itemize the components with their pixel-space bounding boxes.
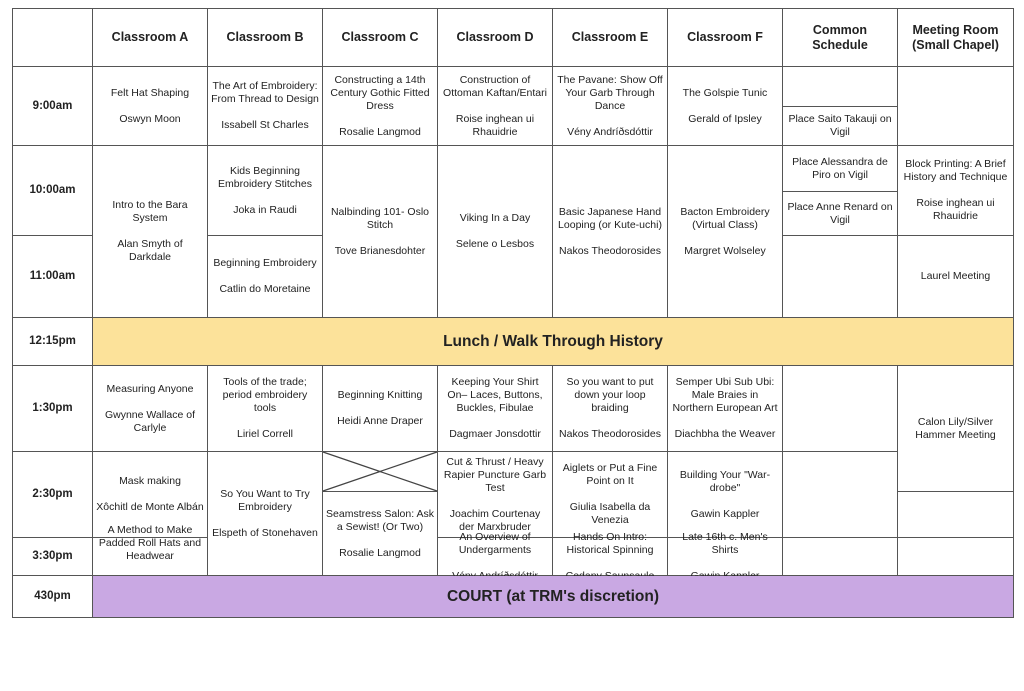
session-instructor: Gawin Kappler — [690, 507, 760, 520]
session-cell — [898, 366, 1014, 492]
session-title: Hands On Intro: Historical Spinning — [566, 530, 654, 556]
session-cell — [208, 452, 323, 576]
session-instructor: Xôchitl de Monte Albán — [96, 501, 204, 513]
session-title: Laurel Meeting — [920, 270, 991, 282]
session-cell — [323, 67, 438, 146]
session-instructor: Roise inghean ui Rhauidrie — [455, 112, 535, 138]
header-classroom-d: Classroom D — [438, 9, 553, 67]
session-title: Felt Hat Shaping — [110, 86, 190, 99]
session-instructor: Gerald of Ipsley — [688, 112, 762, 125]
time-label: 3:30pm — [13, 538, 93, 576]
session-cell — [438, 146, 553, 318]
session-title: Intro to the Bara System — [112, 199, 188, 224]
corner-cell — [13, 9, 93, 67]
session-title: An Overview of Undergarments — [458, 530, 532, 556]
empty-cell — [783, 538, 898, 576]
session-title: Viking In a Day — [459, 212, 531, 224]
session-cell — [668, 530, 783, 576]
empty-cell — [783, 236, 898, 318]
schedule-grid — [12, 8, 1014, 618]
session-cell — [93, 366, 208, 452]
session-cell — [553, 146, 668, 318]
session-title: The Art of Embroidery: From Thread to Design — [211, 80, 319, 105]
session-title: Building Your "War-drobe" — [679, 468, 771, 494]
session-instructor: Rosalie Langmod — [339, 125, 421, 138]
session-title: The Pavane: Show Off Your Garb Through Dance — [557, 73, 663, 112]
session-title: Beginning Embroidery — [213, 257, 317, 269]
time-label: 12:15pm — [13, 318, 93, 366]
time-label: 10:00am — [13, 146, 93, 236]
session-cell — [898, 146, 1014, 236]
session-title: So You Want to Try Embroidery — [220, 487, 310, 513]
session-cell — [438, 452, 553, 538]
time-label: 9:00am — [13, 67, 93, 146]
time-label: 2:30pm — [13, 452, 93, 538]
session-title: Place Saito Takauji on Vigil — [788, 113, 892, 138]
empty-cell — [783, 67, 898, 107]
header-meeting-room: Meeting Room (Small Chapel) — [898, 9, 1014, 67]
session-title: So you want to put down your loop braiding — [566, 376, 654, 414]
session-instructor: Oswyn Moon — [119, 112, 181, 125]
session-instructor: Nakos Theodorosides — [559, 428, 661, 440]
session-instructor: Gwynne Wallace of Carlyle — [104, 408, 196, 434]
session-instructor: Selene o Lesbos — [455, 238, 535, 250]
session-title: Place Anne Renard on Vigil — [787, 200, 893, 226]
session-instructor: Alan Smyth of Darkdale — [117, 238, 183, 263]
lunch-banner: Lunch / Walk Through History — [93, 318, 1014, 366]
session-cell — [93, 524, 208, 576]
session-title: Seamstress Salon: Ask a Sewist! (Or Two) — [326, 507, 434, 533]
session-title: Nalbinding 101- Oslo Stitch — [330, 205, 430, 231]
session-title: Aiglets or Put a Fine Point on It — [562, 462, 658, 487]
empty-cell — [898, 492, 1014, 538]
session-cell — [668, 366, 783, 452]
header-classroom-a: Classroom A — [93, 9, 208, 67]
session-cell — [783, 192, 898, 236]
court-banner: COURT (at TRM's discretion) — [93, 576, 1014, 618]
session-title: Measuring Anyone — [106, 382, 194, 395]
session-instructor: Elspeth of Stonehaven — [212, 526, 318, 539]
header-classroom-f: Classroom F — [668, 9, 783, 67]
session-title: Kids Beginning Embroidery Stitches — [218, 164, 312, 190]
session-instructor: Rosalie Langmod — [339, 546, 421, 559]
session-instructor: Diachbha the Weaver — [674, 428, 776, 440]
header-common-schedule: Common Schedule — [783, 9, 898, 67]
empty-cell — [783, 452, 898, 538]
session-instructor: Heidi Anne Draper — [337, 415, 423, 427]
session-instructor: Vény Andríðsdóttir — [567, 125, 653, 138]
session-cell — [783, 107, 898, 146]
time-label: 11:00am — [13, 236, 93, 318]
session-instructor: Tove Brianesdohter — [334, 244, 426, 257]
session-cell — [208, 146, 323, 236]
session-title: Construction of Ottoman Kaftan/Entari — [443, 73, 547, 99]
session-cell — [208, 366, 323, 452]
session-cell — [438, 530, 553, 576]
session-title: The Golspie Tunic — [682, 86, 768, 99]
header-classroom-b: Classroom B — [208, 9, 323, 67]
session-cell — [323, 366, 438, 452]
session-cell — [553, 452, 668, 538]
session-cell — [208, 236, 323, 318]
session-instructor: Dagmaer Jonsdottir — [449, 428, 541, 440]
session-title: Semper Ubi Sub Ubi: Male Braies in Northern European Art — [672, 376, 778, 414]
session-cell — [208, 67, 323, 146]
session-instructor: Liriel Correll — [236, 428, 293, 440]
empty-cell — [898, 538, 1014, 576]
time-label: 430pm — [13, 576, 93, 618]
session-title: Keeping Your Shirt On– Laces, Buttons, Buckles, Fibulae — [447, 376, 543, 414]
session-title: Constructing a 14th Century Gothic Fitted Dress — [330, 73, 430, 112]
session-title: Tools of the trade; period embroidery tools — [222, 376, 308, 414]
session-title: Basic Japanese Hand Looping (or Kute-uchi) — [558, 205, 662, 231]
session-title: Beginning Knitting — [337, 389, 423, 401]
session-cell — [668, 146, 783, 318]
time-label: 1:30pm — [13, 366, 93, 452]
session-cell — [553, 67, 668, 146]
session-title: Place Alessandra de Piro on Vigil — [792, 155, 888, 181]
session-cell — [323, 146, 438, 318]
session-cell — [553, 366, 668, 452]
session-cell — [898, 236, 1014, 318]
session-instructor: Catlin do Moretaine — [219, 283, 311, 295]
session-cell — [438, 67, 553, 146]
unavailable-slot — [323, 452, 438, 492]
cross-out-icon — [323, 452, 437, 491]
session-instructor: Roise inghean ui Rhauidrie — [916, 197, 995, 222]
session-cell — [323, 492, 438, 576]
session-title: Mask making — [119, 475, 181, 487]
session-title: Late 16th c. Men's Shirts — [682, 530, 768, 556]
session-title: Cut & Thrust / Heavy Rapier Puncture Garb Test — [443, 455, 547, 494]
empty-cell — [783, 366, 898, 452]
header-classroom-c: Classroom C — [323, 9, 438, 67]
session-title: Block Printing: A Brief History and Technique — [903, 158, 1008, 183]
session-cell — [668, 452, 783, 538]
session-cell — [668, 67, 783, 146]
session-instructor: Nakos Theodorosides — [559, 244, 661, 257]
session-instructor: Margret Wolseley — [684, 244, 766, 257]
session-cell — [783, 146, 898, 192]
session-title: A Method to Make Padded Roll Hats and Headwear — [98, 524, 202, 562]
session-instructor: Joka in Raudi — [233, 203, 297, 216]
session-instructor: Giulia Isabella da Venezia — [569, 501, 651, 526]
session-cell — [553, 530, 668, 576]
session-title: Calon Lily/Silver Hammer Meeting — [915, 415, 996, 441]
session-instructor: Joachim Courtenay der Marxbruder — [449, 507, 541, 533]
session-title: Bacton Embroidery (Virtual Class) — [680, 205, 770, 231]
session-instructor: Issabell St Charles — [221, 119, 309, 131]
empty-cell — [898, 67, 1014, 146]
session-cell — [93, 67, 208, 146]
session-cell — [438, 366, 553, 452]
header-classroom-e: Classroom E — [553, 9, 668, 67]
session-cell — [93, 146, 208, 318]
